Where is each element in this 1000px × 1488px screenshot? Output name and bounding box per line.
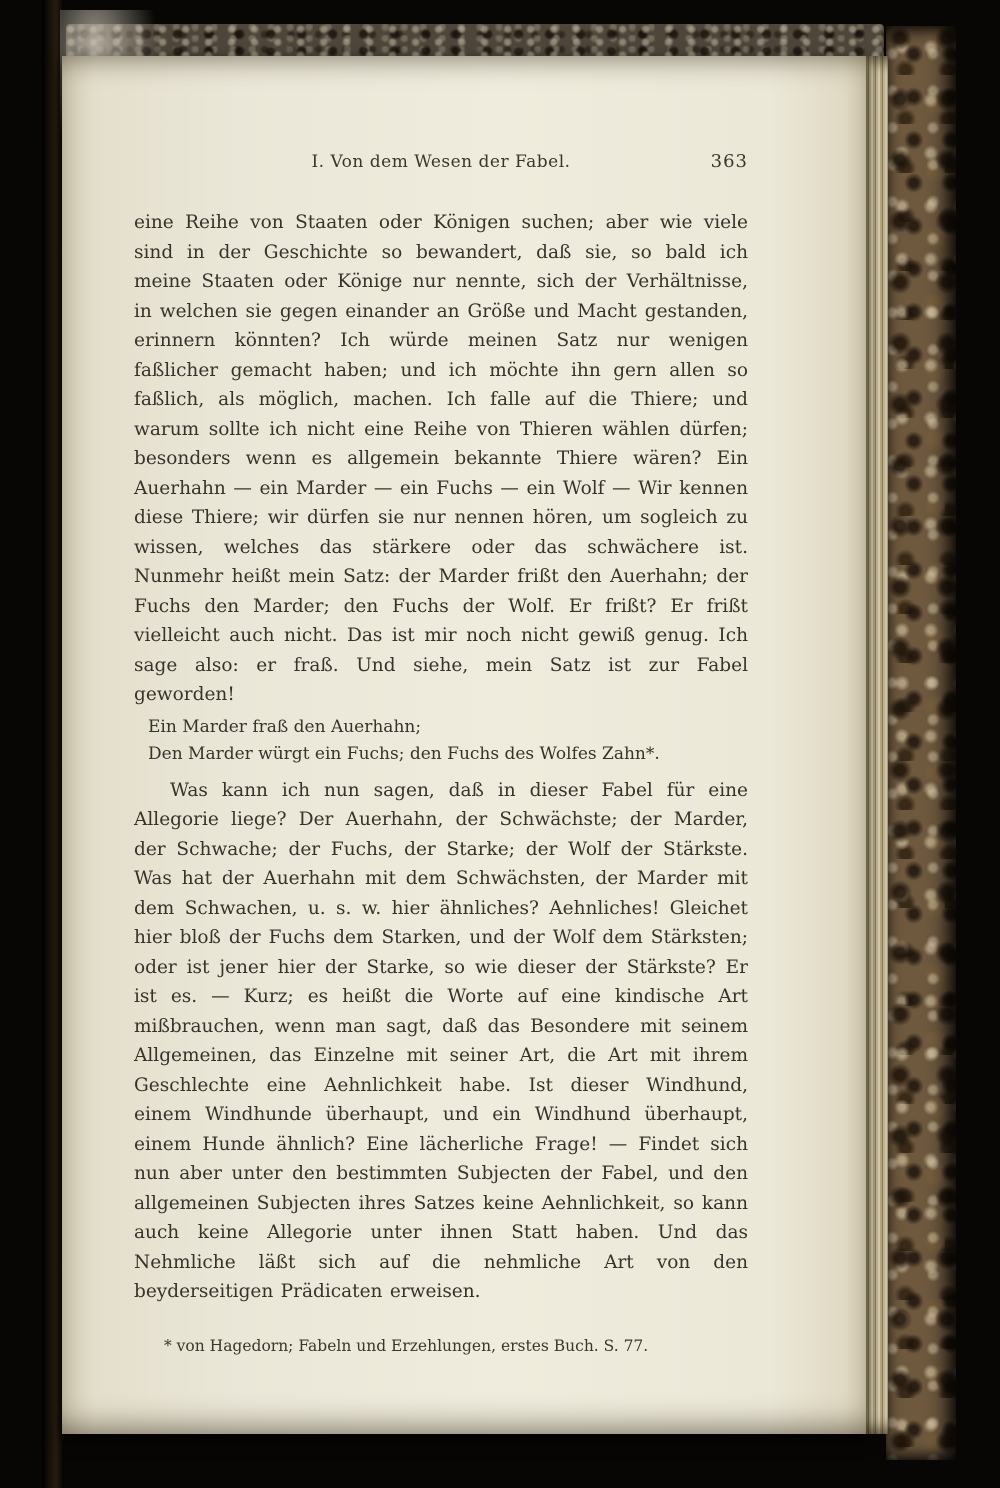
- verse-line: Ein Marder fraß den Auerhahn;: [148, 716, 422, 737]
- body-paragraph: eine Reihe von Staaten oder Königen suchen; aber wie viele sind in der Geschichte so bewandert, daß sie, so bald ich meine Staaten oder Könige nur nennte, sich der Verhältnisse, in welchen sie gegen einander an Größe und Macht gestanden, erinnern könnten? Ich würde meinen Satz nur wenigen faßlicher gemacht haben; und ich möchte ihn gern allen so faßlich, als möglich, machen. Ich falle auf die Thiere; und warum sollte ich nicht eine Reihe von Thieren wählen dürfen; besonders wenn es allgemein bekannte Thiere wären? Ein Auerhahn — ein Marder — ein Fuchs — ein Wolf — Wir kennen diese Thiere; wir dürfen sie nur nennen hören, um sogleich zu wissen, welches das stärkere oder das schwächere ist. Nunmehr heißt mein Satz: der Marder frißt den Auerhahn; der Fuchs den Marder; den Fuchs der Wolf. Er frißt? Er frißt vielleicht auch nicht. Das ist mir noch nicht gewiß genug. Ich sage also: er fraß. Und siehe, mein Satz ist zur Fabel geworden!: [134, 212, 748, 705]
- marbled-endpaper-edge: [886, 26, 956, 1460]
- page-header: [134, 152, 748, 172]
- body-paragraph: Was kann ich nun sagen, daß in dieser Fabel für eine Allegorie liege? Der Auerhahn, der Schwächste; der Marder, der Schwache; der Fuchs, der Starke; der Wolf der Stärkste. Was hat der Auerhahn mit dem Schwächsten, der Marder mit dem Schwachen, u. s. w. hier ähnliches? Aehnliches! Gleichet hier bloß der Fuchs dem Starken, und der Wolf dem Stärksten; oder ist jener hier der Starke, so wie dieser der Stärkste? Er ist es. — Kurz; es heißt die Worte auf eine kindische Art mißbrauchen, wenn man sagt, daß das Besondere mit seinem Allgemeinen, das Einzelne mit seiner Art, die Art mit ihrem Geschlechte eine Aehnlichkeit habe. Ist dieser Windhund, einem Windhunde überhaupt, und ein Windhund überhaupt, einem Hunde ähnlich? Eine lächerliche Frage! — Findet sich nun aber unter den bestimmten Subjecten der Fabel, und den allgemeinen Subjecten ihres Satzes keine Aehnlichkeit, so kann auch keine Allegorie unter ihnen Statt haben. Und das Nehmliche läßt sich auf die nehmliche Art von den beyderseitigen Prädicaten erweisen.: [134, 779, 748, 1302]
- footnote: * von Hagedorn; Fabeln und Erzehlungen, erstes Buch. S. 77.: [164, 1336, 649, 1355]
- verse-quotation: [148, 714, 748, 768]
- book-spine-edge: [42, 0, 62, 1488]
- page-content: [134, 152, 748, 1357]
- book-top-page-edges: [66, 24, 884, 60]
- book-page: [62, 56, 866, 1434]
- page-stack-fore-edge: [864, 56, 888, 1434]
- page-number: 363: [710, 151, 748, 172]
- running-title: I. Von dem Wesen der Fabel.: [311, 152, 571, 172]
- verse-line: Den Marder würgt ein Fuchs; den Fuchs des Wolfes Zahn*.: [148, 743, 660, 764]
